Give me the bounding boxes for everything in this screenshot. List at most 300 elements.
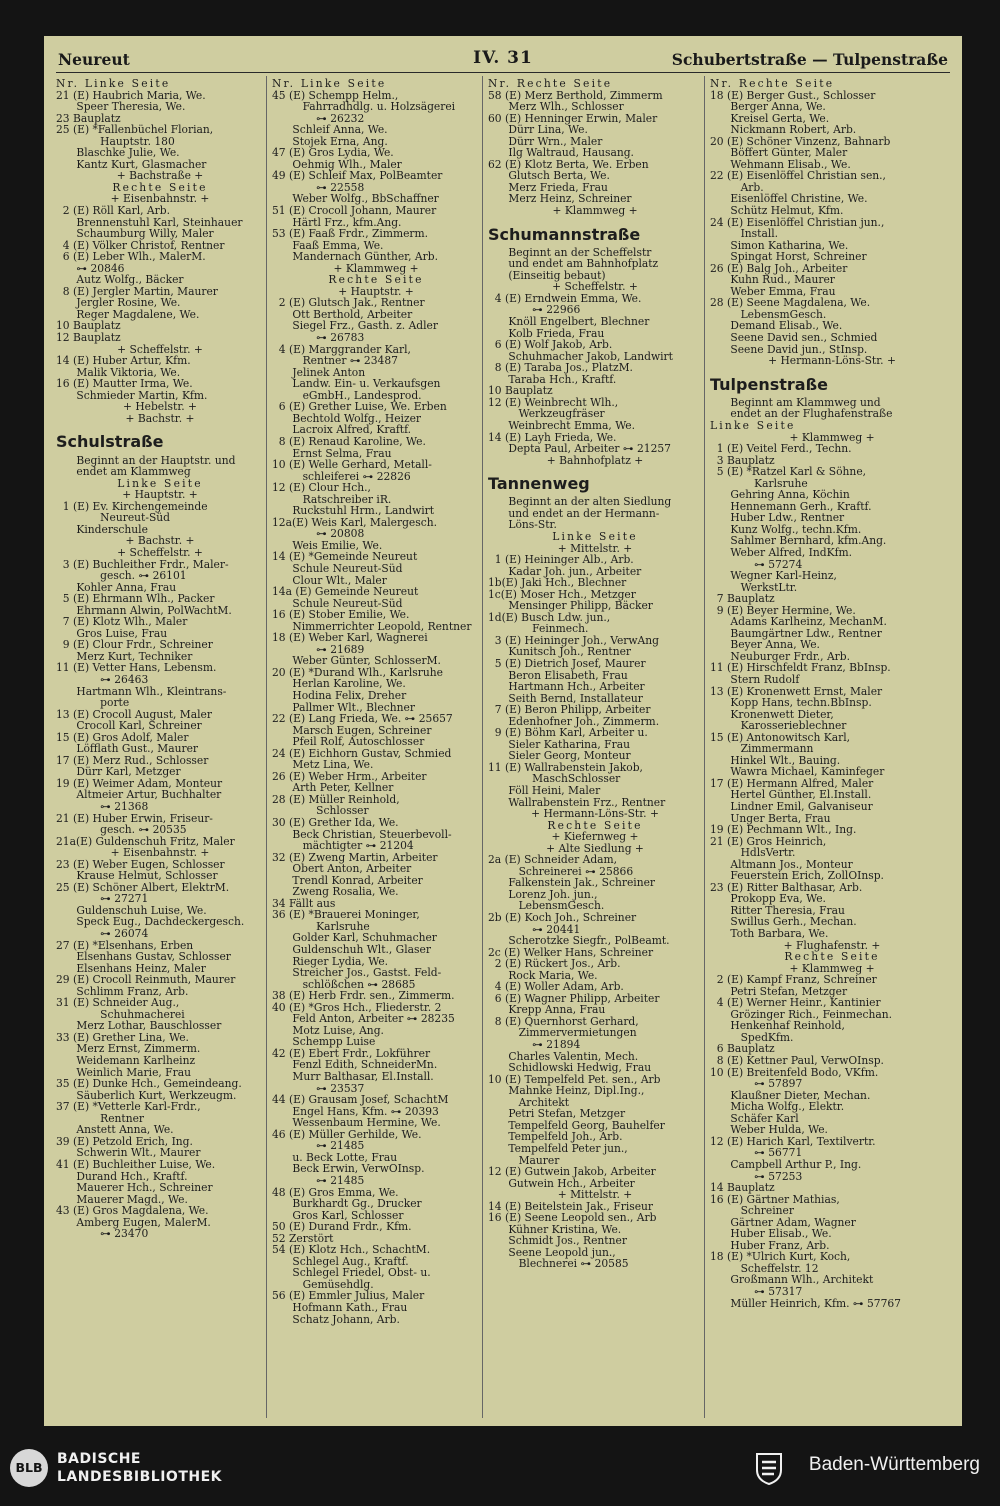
entry-line: Weber Emma, Frau bbox=[710, 284, 836, 298]
entry-line: Kronenwett Dieter, bbox=[710, 707, 834, 721]
entry-line: ⊶ 21485 bbox=[272, 1139, 365, 1153]
entry-line: 12 (E) Gutwein Jakob, Arbeiter bbox=[488, 1165, 656, 1179]
entry-line: 15 (E) Gros Adolf, Maler bbox=[56, 730, 189, 744]
entry-line: Ruckstuhl Hrm., Landwirt bbox=[272, 504, 435, 518]
entry-line: porte bbox=[56, 696, 130, 710]
entry-line: 2 (E) Rückert Jos., Arb. bbox=[488, 957, 621, 971]
entry-line: ⊶ 57253 bbox=[710, 1169, 803, 1183]
cross-street-marker: + Scheffelstr. + bbox=[117, 342, 203, 356]
entry-line: Scheffelstr. 12 bbox=[710, 1261, 819, 1275]
entry-line: Gros Karl, Schlosser bbox=[272, 1208, 404, 1222]
entry-line: Demand Elisab., We. bbox=[710, 319, 843, 333]
entry-line: Weber Wolfg., BbSchaffner bbox=[272, 192, 439, 206]
entry-line: 44 (E) Grausam Josef, SchachtM bbox=[272, 1093, 449, 1107]
entry-line: Weidemann Karlheinz bbox=[56, 1054, 196, 1068]
entry-line: Wegner Karl-Heinz, bbox=[710, 569, 837, 583]
entry-line: Trendl Konrad, Arbeiter bbox=[272, 873, 423, 887]
street-heading: Tulpenstraße bbox=[710, 374, 828, 394]
entry-line: Lorenz Joh. jun., bbox=[488, 887, 598, 901]
entry-line: Lacroix Alfred, Kraftf. bbox=[272, 423, 412, 437]
entry-line: ⊶ 57317 bbox=[710, 1284, 803, 1298]
entry-line: 31 (E) Schneider Aug., bbox=[56, 996, 180, 1010]
entry-line: Kohler Anna, Frau bbox=[56, 580, 177, 594]
entry-line: Stojek Erna, Ang. bbox=[272, 134, 388, 148]
entry-line: Stern Rudolf bbox=[710, 672, 800, 686]
entry-line: 51 (E) Crocoll Johann, Maurer bbox=[272, 204, 437, 218]
entry-line: Engel Hans, Kfm. ⊶ 20393 bbox=[272, 1104, 439, 1118]
entry-line: Nimmerrichter Leopold, Rentner bbox=[272, 619, 472, 633]
entry-line: gesch. ⊶ 26101 bbox=[56, 569, 187, 583]
entry-line: 8 (E) Taraba Jos., PlatzM. bbox=[488, 361, 633, 375]
entry-line: 1d(E) Busch Ldw. jun., bbox=[488, 610, 611, 624]
entry-line: Maurer bbox=[488, 1153, 560, 1167]
entry-line: 49 (E) Schleif Max, PolBeamter bbox=[272, 169, 443, 183]
entry-line: 16 (E) Seene Leopold sen., Arb bbox=[488, 1211, 657, 1225]
entry-line: Mauerer Magd., We. bbox=[56, 1192, 188, 1206]
entry-line: Beginnt an der alten Siedlung bbox=[488, 495, 672, 509]
entry-line: 8 (E) Renaud Karoline, We. bbox=[272, 434, 426, 448]
entry-line: Taraba Hch., Kraftf. bbox=[488, 372, 617, 386]
entry-line: ⊶ 26463 bbox=[56, 672, 149, 686]
entry-line: Krause Helmut, Schlosser bbox=[56, 869, 218, 883]
entry-line: 14 (E) Layh Frieda, We. bbox=[488, 430, 617, 444]
entry-line: ⊶ 21485 bbox=[272, 1173, 365, 1187]
entry-line: 4 (E) Völker Christof, Rentner bbox=[56, 238, 225, 252]
entry-line: Schmieder Martin, Kfm. bbox=[56, 388, 208, 402]
entry-line: Toth Barbara, We. bbox=[710, 927, 829, 941]
entry-line: 5 (E) Ehrmann Wlh., Packer bbox=[56, 592, 215, 606]
entry-line: Beyer Anna, We. bbox=[710, 638, 820, 652]
footer-bar bbox=[0, 1430, 1000, 1506]
entry-line: Campbell Arthur P., Ing. bbox=[710, 1157, 862, 1171]
entry-line: Kühner Kristina, We. bbox=[488, 1222, 622, 1236]
entry-line: Golder Karl, Schuhmacher bbox=[272, 931, 437, 945]
entry-line: Edenhofner Joh., Zimmerm. bbox=[488, 714, 660, 728]
entry-line: Mauerer Hch., Schreiner bbox=[56, 1181, 213, 1195]
entry-line: Landw. Ein- u. Verkaufsgen bbox=[272, 377, 441, 391]
entry-line: Ratschreiber iR. bbox=[272, 492, 392, 506]
entry-line: Beginnt an der Scheffelstr bbox=[488, 245, 652, 259]
entry-line: 21 (E) Huber Erwin, Friseur- bbox=[56, 811, 213, 825]
entry-line: Prokopp Eva, We. bbox=[710, 892, 826, 906]
entry-line: Feinmech. bbox=[488, 622, 589, 636]
entry-line: Guldenschuh Luise, We. bbox=[56, 903, 207, 917]
entry-line: 23 (E) Ritter Balthasar, Arb. bbox=[710, 880, 863, 894]
entry-line: Dürr Lina, We. bbox=[488, 123, 588, 137]
entry-line: Seene David sen., Schmied bbox=[710, 331, 878, 345]
entry-line: Dürr Karl, Metzger bbox=[56, 765, 181, 779]
cross-street-marker: + Alte Siedlung + bbox=[546, 841, 644, 855]
entry-line: Rentner bbox=[56, 1111, 145, 1125]
entry-line: Marsch Eugen, Schreiner bbox=[272, 723, 432, 737]
entry-line: 10 (E) Breitenfeld Bodo, VKfm. bbox=[710, 1065, 879, 1079]
entry-line: Neureut-Süd bbox=[56, 511, 170, 525]
entry-line: 21a(E) Guldenschuh Fritz, Maler bbox=[56, 834, 235, 848]
entry-line: Guldenschuh Wlt., Glaser bbox=[272, 943, 431, 957]
entry-line: ⊶ 21689 bbox=[272, 642, 365, 656]
entry-line: Arb. bbox=[710, 180, 764, 194]
entry-line: Merz Frieda, Frau bbox=[488, 180, 608, 194]
entry-line: WerkstLtr. bbox=[710, 580, 798, 594]
entry-line: 10 Bauplatz bbox=[488, 384, 553, 398]
entry-line: Beron Elisabeth, Frau bbox=[488, 668, 628, 682]
cross-street-marker: + Mittelstr. + bbox=[557, 541, 633, 555]
entry-line: Altmann Jos., Monteur bbox=[710, 857, 853, 871]
entry-line: Weber Alfred, IndKfm. bbox=[710, 545, 853, 559]
entry-line: Zimmervermietungen bbox=[488, 1026, 637, 1040]
side-label: Linke Seite bbox=[117, 476, 203, 490]
side-label: Nr. Linke Seite bbox=[56, 78, 171, 90]
cross-street-marker: + Bachstr. + bbox=[125, 411, 195, 425]
entry-line: Kopp Hans, techn.BbInsp. bbox=[710, 696, 872, 710]
entry-line: Gärtner Adam, Wagner bbox=[710, 1215, 856, 1229]
entry-line: 6 (E) Leber Wlh., MalerM. bbox=[56, 250, 206, 264]
entry-line: 16 (E) Gärtner Mathias, bbox=[710, 1192, 840, 1206]
side-label: Nr. Linke Seite bbox=[272, 78, 387, 90]
entry-line: Kinderschule bbox=[56, 522, 148, 536]
entry-line: Feld Anton, Arbeiter ⊶ 28235 bbox=[272, 1012, 455, 1026]
entry-line: Müller Heinrich, Kfm. ⊶ 57767 bbox=[710, 1296, 901, 1310]
entry-line: Rieger Lydia, We. bbox=[272, 954, 389, 968]
entry-line: 14 Bauplatz bbox=[710, 1181, 775, 1195]
entry-line: Petri Stefan, Metzger bbox=[488, 1107, 626, 1121]
entry-line: 47 (E) Gros Lydia, We. bbox=[272, 146, 394, 160]
entry-line: ⊶ 20846 bbox=[56, 261, 125, 275]
entry-line: 24 (E) Eichhorn Gustav, Schmied bbox=[272, 746, 452, 760]
entry-line: Schule Neureut-Süd bbox=[272, 561, 403, 575]
entry-line: 41 (E) Buchleither Luise, We. bbox=[56, 1157, 216, 1171]
entry-line: Kreisel Gerta, We. bbox=[710, 111, 830, 125]
entry-line: Gutwein Hch., Arbeiter bbox=[488, 1176, 635, 1190]
entry-line: Föll Heini, Maler bbox=[488, 784, 601, 797]
entry-line: Schlimm Franz, Arb. bbox=[56, 984, 189, 998]
entry-line: Weber Hulda, We. bbox=[710, 1123, 828, 1137]
entry-line: 37 (E) *Vetterle Karl-Frdr., bbox=[56, 1100, 201, 1114]
entry-line: Scherotzke Siegfr., PolBeamt. bbox=[488, 934, 670, 948]
entry-line: Pfeil Rolf, Autoschlosser bbox=[272, 735, 425, 749]
entry-line: Knöll Engelbert, Blechner bbox=[488, 315, 650, 329]
entry-line: 26 (E) Balg Joh., Arbeiter bbox=[710, 261, 848, 275]
cross-street-marker: + Klammweg + bbox=[789, 961, 875, 975]
cross-street-marker: + Scheffelstr. + bbox=[552, 280, 638, 294]
entry-line: 56 (E) Emmler Julius, Maler bbox=[272, 1289, 425, 1303]
entry-line: Install. bbox=[710, 227, 779, 241]
entry-line: und endet am Bahnhofplatz bbox=[488, 257, 659, 271]
header-left: Neureut bbox=[58, 50, 130, 69]
entry-line: Kunitsch Joh., Rentner bbox=[488, 645, 632, 659]
entry-line: 7 (E) Beron Philipp, Arbeiter bbox=[488, 703, 651, 717]
entry-line: Berger Anna, We. bbox=[710, 100, 826, 114]
entry-line: Mensinger Philipp, Bäcker bbox=[488, 599, 653, 613]
entry-line: mächtigter ⊶ 21204 bbox=[272, 839, 414, 853]
entry-line: 10 (E) Tempelfeld Pet. sen., Arb bbox=[488, 1072, 661, 1086]
entry-line: Adams Karlheinz, MechanM. bbox=[710, 615, 887, 629]
entry-line: Seene David jun., StInsp. bbox=[710, 342, 868, 356]
side-label: Nr. Rechte Seite bbox=[488, 78, 613, 90]
entry-line: Merz Wlh., Schlosser bbox=[488, 100, 624, 114]
entry-line: Schütz Helmut, Kfm. bbox=[710, 204, 844, 218]
entry-line: Karosserieblechner bbox=[710, 719, 847, 733]
entry-line: Unger Berta, Frau bbox=[710, 811, 831, 825]
entry-line: u. Beck Lotte, Frau bbox=[272, 1150, 398, 1164]
entry-line: ⊶ 21894 bbox=[488, 1038, 581, 1052]
cross-street-marker: + Hermann-Löns-Str. + bbox=[531, 807, 659, 821]
entry-line: Nickmann Robert, Arb. bbox=[710, 123, 857, 137]
entry-line: 35 (E) Dunke Hch., Gemeindeang. bbox=[56, 1077, 242, 1091]
directory-column-3 bbox=[488, 78, 702, 1418]
state-name: Baden-Württemberg bbox=[808, 1454, 980, 1475]
entry-line: 60 (E) Henninger Erwin, Maler bbox=[488, 111, 658, 125]
entry-line: Falkenstein Jak., Schreiner bbox=[488, 876, 656, 890]
entry-line: Brennenstuhl Karl, Steinhauer bbox=[56, 215, 243, 229]
entry-line: Schuhmacher Jakob, Landwirt bbox=[488, 349, 673, 363]
entry-line: ⊶ 23537 bbox=[272, 1081, 365, 1095]
entry-line: Murr Balthasar, El.Install. bbox=[272, 1070, 434, 1084]
street-heading: Tannenweg bbox=[488, 474, 590, 494]
entry-line: 28 (E) Müller Reinhold, bbox=[272, 792, 400, 806]
directory-column-1 bbox=[56, 78, 264, 1418]
entry-line: Henkenhaf Reinhold, bbox=[710, 1019, 845, 1033]
entry-line: Altmeier Artur, Buchhalter bbox=[56, 788, 222, 802]
entry-line: Schaumburg Willy, Maler bbox=[56, 227, 214, 241]
entry-line: 40 (E) *Gros Hch., Fliederstr. 2 bbox=[272, 1000, 442, 1014]
entry-line: Wallrabenstein Frz., Rentner bbox=[488, 795, 666, 809]
entry-line: 22 (E) Eisenlöffel Christian sen., bbox=[710, 169, 886, 183]
entry-line: Ilg Waltraud, Hausang. bbox=[488, 146, 634, 160]
entry-line: 24 (E) Eisenlöffel Christian jun., bbox=[710, 215, 885, 229]
entry-line: 34 Fällt aus bbox=[272, 896, 336, 910]
entry-line: Hinkel Wlt., Bauing. bbox=[710, 753, 841, 767]
entry-line: Wehmann Elisab., We. bbox=[710, 157, 851, 171]
entry-line: Lindner Emil, Galvaniseur bbox=[710, 800, 873, 813]
entry-line: Werkzeugfräser bbox=[488, 407, 605, 421]
entry-line: 6 (E) Wolf Jakob, Arb. bbox=[488, 338, 613, 352]
entry-line: Großmann Wlh., Architekt bbox=[710, 1273, 874, 1287]
cross-street-marker: + Hebelstr. + bbox=[122, 400, 198, 414]
entry-line: Metz Lina, We. bbox=[272, 758, 374, 772]
column-divider bbox=[266, 76, 267, 1418]
entry-line: Motz Luise, Ang. bbox=[272, 1023, 384, 1037]
entry-line: 53 (E) Faaß Frdr., Zimmerm. bbox=[272, 227, 429, 241]
entry-line: Siegel Frz., Gasth. z. Adler bbox=[272, 319, 438, 333]
entry-line: Tempelfeld Joh., Arb. bbox=[488, 1130, 623, 1144]
entry-line: 36 (E) *Brauerei Moninger, bbox=[272, 908, 420, 922]
entry-line: Ehrmann Alwin, PolWachtM. bbox=[56, 603, 232, 617]
entry-line: Schmidt Jos., Rentner bbox=[488, 1234, 627, 1248]
library-name-line2: LANDESBIBLIOTHEK bbox=[57, 1469, 223, 1485]
entry-line: 1 (E) Ev. Kirchengemeinde bbox=[56, 499, 208, 513]
entry-line: Karlsruhe bbox=[710, 476, 808, 490]
entry-line: LebensmGesch. bbox=[710, 307, 827, 321]
cross-street-marker: + Kiefernweg + bbox=[551, 830, 639, 844]
entry-line: 25 (E) *Fallenbüchel Florian, bbox=[56, 123, 214, 137]
entry-line: Jelinek Anton bbox=[272, 365, 366, 379]
entry-line: Herlan Karoline, We. bbox=[272, 677, 406, 691]
entry-line: 6 Bauplatz bbox=[710, 1042, 775, 1056]
entry-line: 4 (E) Marggrander Karl, bbox=[272, 342, 411, 356]
entry-line: 5 (E) Dietrich Josef, Maurer bbox=[488, 656, 646, 670]
entry-line: Speck Eug., Dachdeckergesch. bbox=[56, 915, 245, 929]
entry-line: 22 (E) Lang Frieda, We. ⊶ 25657 bbox=[272, 712, 453, 726]
side-label: Rechte Seite bbox=[547, 818, 643, 832]
cross-street-marker: + Klammweg + bbox=[552, 204, 638, 218]
entry-line: Elsenhans Gustav, Schlosser bbox=[56, 950, 231, 964]
cross-street-marker: + Mittelstr. + bbox=[557, 1188, 633, 1202]
entry-line: 1 (E) Veitel Ferd., Techn. bbox=[710, 442, 852, 456]
entry-line: 21 (E) Haubrich Maria, We. bbox=[56, 88, 206, 102]
cross-street-marker: + Bachstr. + bbox=[125, 534, 195, 548]
entry-line: 11 (E) Wallrabenstein Jakob, bbox=[488, 760, 643, 774]
entry-line: 6 (E) Grether Luise, We. Erben bbox=[272, 400, 447, 414]
entry-line: Schule Neureut-Süd bbox=[272, 596, 403, 610]
entry-line: 23 (E) Weber Eugen, Schlosser bbox=[56, 857, 225, 871]
entry-line: ⊶ 26232 bbox=[272, 111, 365, 125]
entry-line: Baumgärtner Ldw., Rentner bbox=[710, 626, 882, 640]
entry-line: 14 (E) Beitelstein Jak., Friseur bbox=[488, 1199, 654, 1213]
entry-line: 8 (E) Jergler Martin, Maurer bbox=[56, 284, 218, 298]
entry-line: Tempelfeld Georg, Bauhelfer bbox=[488, 1118, 665, 1132]
entry-line: 3 (E) Buchleither Frdr., Maler- bbox=[56, 557, 229, 571]
entry-line: Sieler Katharina, Frau bbox=[488, 737, 630, 751]
entry-line: 21 (E) Gros Heinrich, bbox=[710, 834, 827, 848]
entry-line: Klaußner Dieter, Mechan. bbox=[710, 1088, 871, 1102]
entry-line: 33 (E) Grether Lina, We. bbox=[56, 1030, 189, 1044]
cross-street-marker: + Eisenbahnstr. + bbox=[110, 192, 210, 206]
entry-line: Malik Viktoria, We. bbox=[56, 365, 181, 379]
entry-line: gesch. ⊶ 20535 bbox=[56, 823, 187, 837]
column-divider bbox=[482, 76, 483, 1418]
entry-line: 14 (E) *Gemeinde Neureut bbox=[272, 550, 418, 564]
entry-line: Weinbrecht Emma, We. bbox=[488, 418, 636, 432]
entry-line: 54 (E) Klotz Hch., SchachtM. bbox=[272, 1243, 431, 1257]
entry-line: Gros Luise, Frau bbox=[56, 626, 168, 640]
entry-line: 15 (E) Antonowitsch Karl, bbox=[710, 730, 851, 744]
entry-line: Fahrradhdlg. u. Holzsägerei bbox=[272, 100, 456, 114]
entry-line: LebensmGesch. bbox=[488, 899, 605, 913]
entry-line: Reger Magdalene, We. bbox=[56, 307, 200, 321]
entry-line: Amberg Eugen, MalerM. bbox=[56, 1215, 211, 1229]
directory-column-2 bbox=[272, 78, 480, 1418]
entry-line: Sahlmer Bernhard, kfm.Ang. bbox=[710, 534, 887, 548]
entry-line: 2 (E) Kampf Franz, Schreiner bbox=[710, 973, 877, 987]
entry-line: Oehmig Wlh., Maler bbox=[272, 157, 402, 171]
entry-line: Arth Peter, Kellner bbox=[272, 781, 394, 795]
cross-street-marker: + Klammweg + bbox=[333, 261, 419, 275]
entry-line: Pallmer Wlt., Blechner bbox=[272, 700, 415, 714]
cross-street-marker: + Bachstraße + bbox=[116, 169, 204, 183]
entry-line: 8 (E) Kettner Paul, VerwOInsp. bbox=[710, 1054, 884, 1068]
entry-line: eGmbH., Landesprod. bbox=[272, 388, 422, 402]
entry-line: Seith Bernd, Installateur bbox=[488, 691, 643, 705]
cross-street-marker: + Eisenbahnstr. + bbox=[110, 846, 210, 860]
entry-line: Schempp Luise bbox=[272, 1035, 376, 1049]
entry-line: Schlosser bbox=[272, 804, 369, 818]
entry-line: Löfflath Gust., Maurer bbox=[56, 742, 199, 756]
entry-line: Micha Wolfg., Elektr. bbox=[710, 1100, 845, 1114]
entry-line: Kuhn Rud., Maurer bbox=[710, 273, 835, 287]
entry-line: Hennemann Gerh., Kraftf. bbox=[710, 499, 872, 513]
entry-line: 3 (E) Heininger Joh., VerwAng bbox=[488, 633, 660, 647]
entry-line: Huber Franz, Arb. bbox=[710, 1238, 830, 1252]
entry-line: 48 (E) Gros Emma, We. bbox=[272, 1185, 399, 1199]
side-label: Rechte Seite bbox=[112, 180, 208, 194]
entry-line: Schlegel Friedel, Obst- u. bbox=[272, 1266, 431, 1280]
entry-line: 52 Zerstört bbox=[272, 1231, 334, 1245]
entry-line: 23 Bauplatz bbox=[56, 111, 121, 125]
entry-line: 3 Bauplatz bbox=[710, 453, 775, 467]
entry-line: 13 (E) Kronenwett Ernst, Maler bbox=[710, 684, 883, 698]
entry-line: Hofmann Kath., Frau bbox=[272, 1300, 408, 1314]
entry-line: Kadar Joh. jun., Arbeiter bbox=[488, 564, 642, 578]
entry-line: Böffert Günter, Maler bbox=[710, 146, 848, 160]
entry-line: Spingat Horst, Schreiner bbox=[710, 250, 867, 264]
entry-line: 2 (E) Röll Karl, Arb. bbox=[56, 204, 170, 218]
entry-line: schlößchen ⊶ 28685 bbox=[272, 977, 416, 991]
entry-line: Grözinger Rich., Feinmechan. bbox=[710, 1007, 893, 1021]
entry-line: 62 (E) Klotz Berta, We. Erben bbox=[488, 157, 649, 171]
entry-line: Obert Anton, Arbeiter bbox=[272, 862, 412, 876]
entry-line: Beck Erwin, VerwOInsp. bbox=[272, 1162, 425, 1176]
entry-line: Swillus Gerh., Mechan. bbox=[710, 915, 857, 929]
entry-line: Schäfer Karl bbox=[710, 1111, 799, 1125]
entry-line: schleiferei ⊶ 22826 bbox=[272, 469, 411, 483]
entry-line: Merz Heinz, Schreiner bbox=[488, 192, 632, 206]
entry-line: Burkhardt Gg., Drucker bbox=[272, 1197, 422, 1211]
entry-line: Depta Paul, Arbeiter ⊶ 21257 bbox=[488, 442, 671, 456]
entry-line: 25 (E) Schöner Albert, ElektrM. bbox=[56, 880, 230, 894]
entry-line: Rentner ⊶ 23487 bbox=[272, 354, 398, 368]
entry-line: ⊶ 57897 bbox=[710, 1077, 803, 1091]
entry-line: HdlsVertr. bbox=[710, 846, 796, 860]
entry-line: 12 (E) Weinbrecht Wlh., bbox=[488, 395, 619, 409]
entry-line: ⊶ 57274 bbox=[710, 557, 803, 571]
entry-line: 17 (E) Hermann Alfred, Maler bbox=[710, 776, 874, 790]
entry-line: Rock Maria, We. bbox=[488, 968, 598, 982]
entry-line: 2 (E) Glutsch Jak., Rentner bbox=[272, 296, 425, 310]
entry-line: 10 Bauplatz bbox=[56, 319, 121, 333]
entry-line: 4 (E) Erndwein Emma, We. bbox=[488, 291, 642, 305]
entry-line: 28 (E) Seene Magdalena, We. bbox=[710, 296, 871, 310]
entry-line: 20 (E) Schöner Vinzenz, Bahnarb bbox=[710, 134, 891, 148]
entry-line: 2a (E) Schneider Adam, bbox=[488, 853, 618, 867]
entry-line: Merz Kurt, Techniker bbox=[56, 649, 193, 663]
cross-street-marker: + Klammweg + bbox=[789, 430, 875, 444]
cross-street-marker: + Bahnhofplatz + bbox=[546, 453, 644, 467]
entry-line: 16 (E) Stober Emilie, We. bbox=[272, 608, 410, 622]
entry-line: ⊶ 26783 bbox=[272, 331, 365, 345]
entry-line: Seene Leopold jun., bbox=[488, 1245, 616, 1259]
entry-line: 5 (E) *Ratzel Karl & Söhne, bbox=[710, 465, 867, 479]
entry-line: Petri Stefan, Metzger bbox=[710, 984, 848, 998]
entry-line: 16 (E) Mautter Irma, We. bbox=[56, 377, 193, 391]
entry-line: 8 (E) Quernhorst Gerhard, bbox=[488, 1014, 639, 1028]
entry-line: 18 (E) *Ulrich Kurt, Koch, bbox=[710, 1250, 851, 1264]
entry-line: 14 (E) Huber Artur, Kfm. bbox=[56, 354, 191, 368]
entry-line: Fenzl Edith, SchneiderMn. bbox=[272, 1058, 438, 1072]
entry-line: Karlsruhe bbox=[272, 919, 370, 933]
entry-line: Durand Hch., Kraftf. bbox=[56, 1169, 188, 1183]
entry-line: Wawra Michael, Kaminfeger bbox=[710, 765, 885, 779]
entry-line: Tempelfeld Peter jun., bbox=[488, 1141, 628, 1155]
entry-line: 43 (E) Gros Magdalena, We. bbox=[56, 1204, 209, 1218]
header-rule bbox=[56, 72, 950, 73]
entry-line: Feuerstein Erich, ZollOInsp. bbox=[710, 869, 884, 883]
entry-line: 32 (E) Zweng Martin, Arbeiter bbox=[272, 850, 438, 864]
entry-line: Beck Christian, Steuerbevoll- bbox=[272, 827, 452, 841]
entry-line: 1 (E) Heininger Alb., Arb. bbox=[488, 553, 634, 567]
cross-street-marker: + Flughafenstr. + bbox=[783, 938, 881, 952]
entry-line: 20 (E) *Durand Wlh., Karlsruhe bbox=[272, 665, 443, 679]
